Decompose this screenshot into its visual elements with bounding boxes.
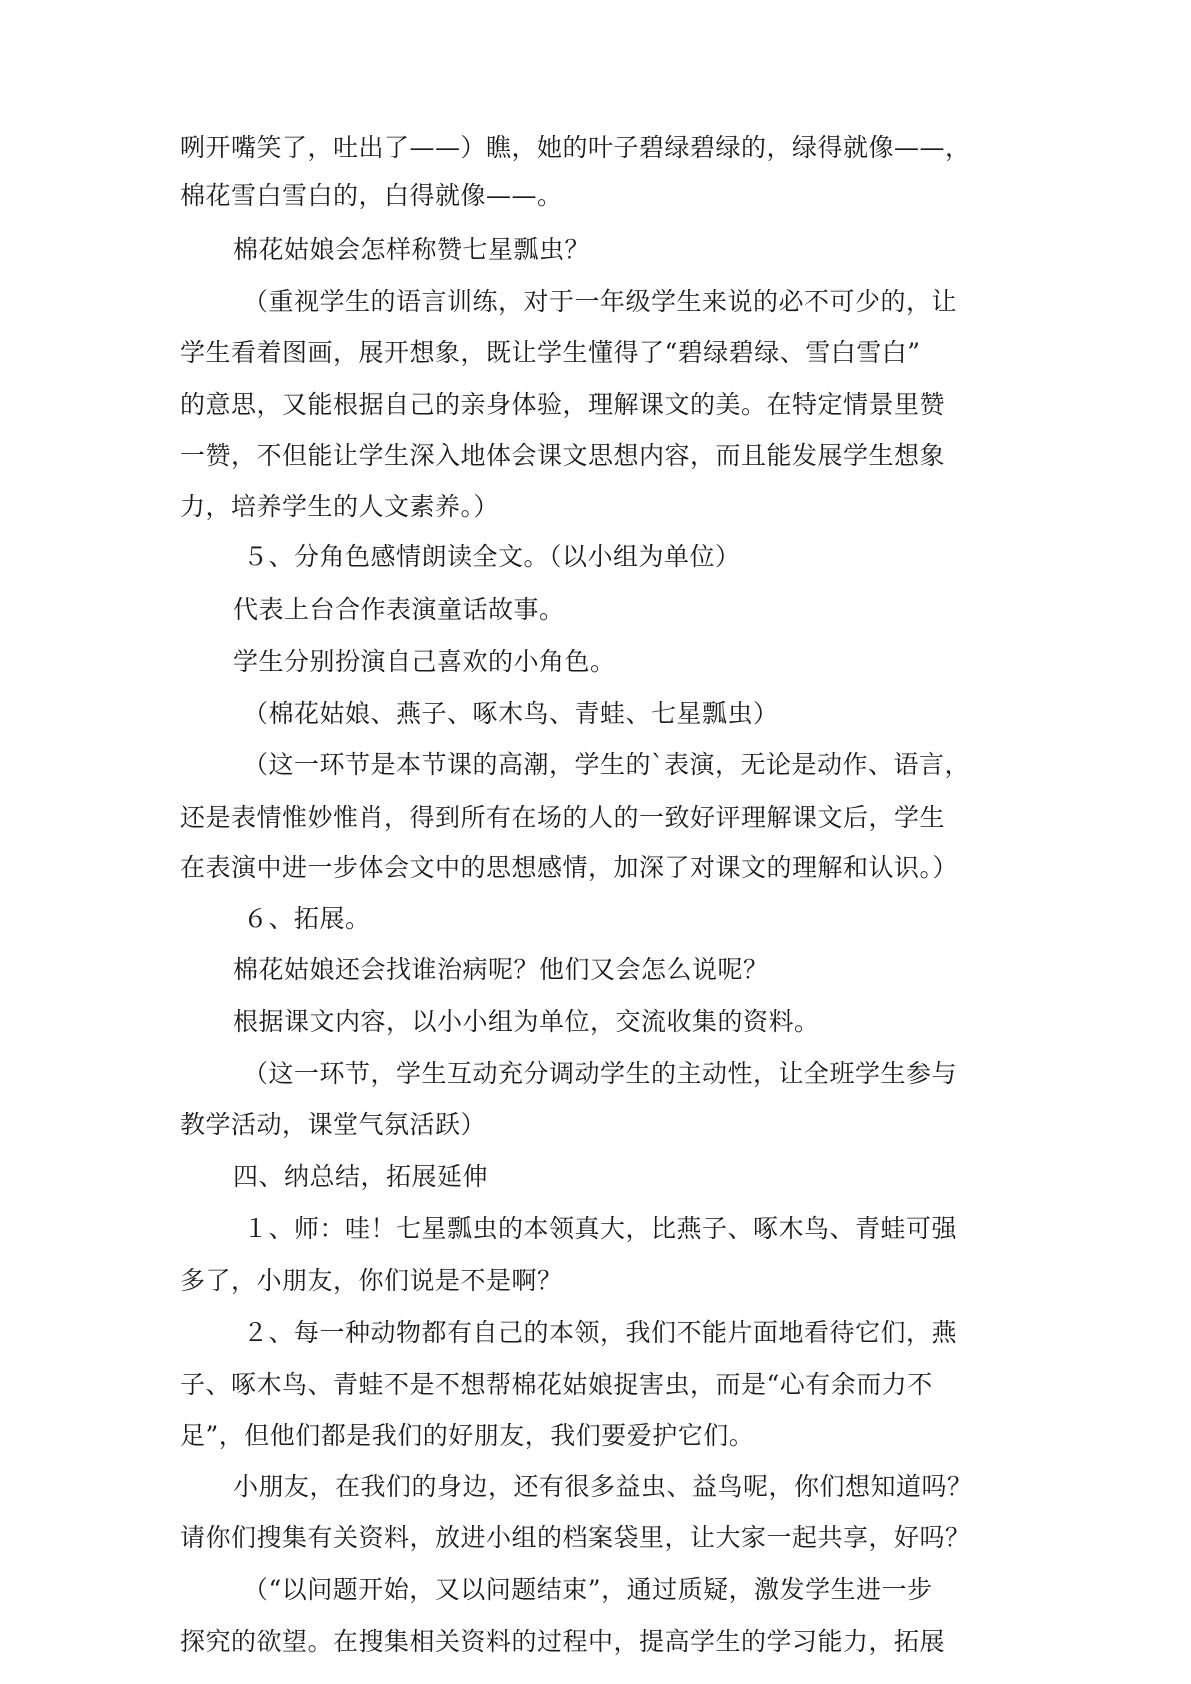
text-line: 根据课文内容，以小小组为单位，交流收集的资料。 (233, 1007, 820, 1036)
text-line: 棉花雪白雪白的，白得就像——。 (180, 181, 563, 210)
text-line: 教学活动，课堂气氛活跃） (180, 1110, 487, 1139)
text-line: （“以问题开始，又以问题结束”，通过质疑，激发学生进一步 (243, 1575, 933, 1604)
text-line: 探究的欲望。在搜集相关资料的过程中，提高学生的学习能力，拓展 (180, 1627, 946, 1656)
text-line: 小朋友，在我们的身边，还有很多益虫、益鸟呢，你们想知道吗？ (233, 1472, 973, 1501)
section-item-6: ６、拓展。 (243, 904, 371, 933)
text-line: 足”，但他们都是我们的好朋友，我们要爱护它们。 (180, 1421, 755, 1450)
text-line: 咧开嘴笑了，吐出了——）瞧，她的叶子碧绿碧绿的，绿得就像——， (180, 133, 971, 162)
text-line: 多了，小朋友，你们说是不是啊？ (180, 1266, 563, 1295)
section-heading: 四、纳总结，拓展延伸 (233, 1162, 489, 1191)
text-line: ２、每一种动物都有自己的本领，我们不能片面地看待它们，燕 (243, 1318, 958, 1347)
text-line: （重视学生的语言训练，对于一年级学生来说的必不可少的，让 (243, 287, 958, 316)
text-line: （这一环节，学生互动充分调动学生的主动性，让全班学生参与 (243, 1059, 958, 1088)
text-line: １、师：哇！七星瓢虫的本领真大，比燕子、啄木鸟、青蛙可强 (243, 1214, 958, 1243)
text-line: 学生分别扮演自己喜欢的小角色。 (233, 647, 616, 676)
text-line: 子、啄木鸟、青蛙不是不想帮棉花姑娘捉害虫，而是“心有余而力不 (180, 1370, 933, 1399)
text-line: （这一环节是本节课的高潮，学生的`表演，无论是动作、语言， (243, 750, 971, 779)
text-line: 棉花姑娘会怎样称赞七星瓢虫？ (233, 235, 591, 264)
text-line: 在表演中进一步体会文中的思想感情，加深了对课文的理解和认识。） (180, 853, 959, 882)
text-line: 一赞，不但能让学生深入地体会课文思想内容，而且能发展学生想象 (180, 441, 946, 470)
text-line: 力，培养学生的人文素养。） (180, 492, 500, 521)
text-line: （棉花姑娘、燕子、啄木鸟、青蛙、七星瓢虫） (243, 699, 779, 728)
section-item-5: ５、分角色感情朗读全文。（以小组为单位） (243, 542, 741, 571)
text-line: 的意思，又能根据自己的亲身体验，理解课文的美。在特定情景里赞 (180, 390, 946, 419)
text-line: 代表上台合作表演童话故事。 (233, 595, 565, 624)
text-line: 还是表情惟妙惟肖，得到所有在场的人的一致好评理解课文后，学生 (180, 803, 946, 832)
text-line: 学生看着图画，展开想象，既让学生懂得了“碧绿碧绿、雪白雪白” (180, 338, 921, 367)
text-line: 请你们搜集有关资料，放进小组的档案袋里，让大家一起共享，好吗？ (180, 1523, 971, 1552)
text-line: 棉花姑娘还会找谁治病呢？他们又会怎么说呢？ (233, 955, 769, 984)
